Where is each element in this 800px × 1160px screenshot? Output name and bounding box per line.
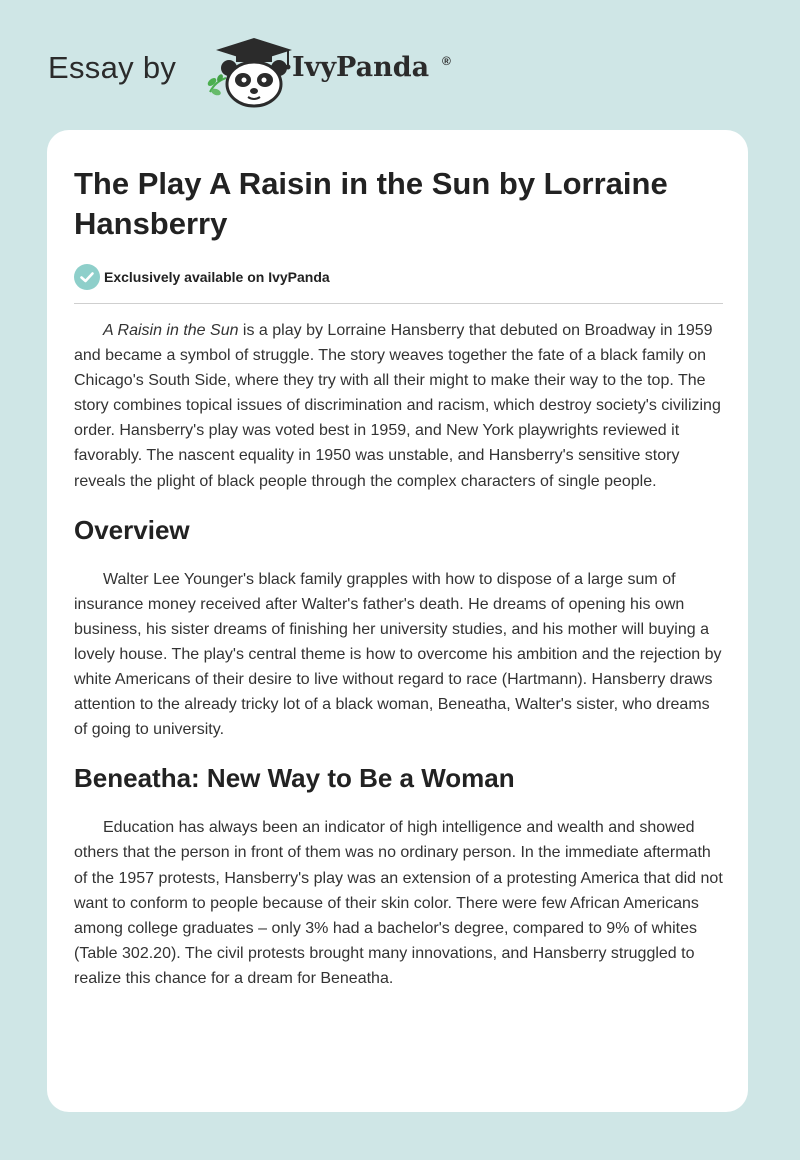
divider bbox=[74, 303, 723, 304]
essay-body bbox=[74, 318, 724, 991]
panda-graduate-icon bbox=[202, 34, 298, 110]
beneatha-paragraph: Education has always been an indicator of high intelligence and wealth and showed others that the person in front of them was no ordinary person. In the immediate aftermath of the 1957 protests, Hansberry's play was an extension of a protesting America that did not want to conform to people because of their skin color. There were few African Americans among college graduates – only 3% had a bachelor's degree, compared to 9% of whites (Table 302.20). The civil protests brought many innovations, and Hansberry struggled to realize this chance for a dream for Beneatha. bbox=[74, 819, 723, 987]
overview-paragraph: Walter Lee Younger's black family grapples with how to dispose of a large sum of insurance money received after Walter's father's death. He dreams of opening his own business, his sister dreams of finishing her university studies, and his mother will buying a lovely house. The play's central theme is how to overcome his ambition and the rejection by white Americans of their desire to live without regard to race (Hartmann). Hansberry draws attention to the already tricky lot of a black woman, Beneatha, Walter's sister, who dreams of going to university. bbox=[74, 570, 722, 739]
section-heading-overview: Overview bbox=[74, 514, 190, 545]
section-heading-beneatha: Beneatha: New Way to Be a Woman bbox=[74, 763, 515, 794]
brand-name: IvyPanda bbox=[292, 52, 430, 83]
badge-label: Exclusively available on IvyPanda bbox=[104, 269, 330, 285]
essay-card bbox=[47, 130, 748, 1112]
essay-by-label: Essay by bbox=[48, 50, 177, 85]
registered-mark: ® bbox=[442, 54, 451, 68]
check-circle-icon bbox=[74, 264, 100, 290]
play-title-italic: A Raisin in the Sun bbox=[103, 322, 239, 339]
page-title: The Play A Raisin in the Sun by Lorraine Hansberry bbox=[74, 166, 668, 241]
site-header bbox=[48, 34, 508, 110]
intro-text: is a play by Lorraine Hansberry that debuted on Broadway in 1959 and became a symbol of struggle. The story weaves together the fate of a black family on Chicago's South Side, where they try with all their might to make their way to the top. The story combines topical issues of discrimination and racism, which destroy society's civilizing order. Hansberry's play was voted best in 1959, and New York playwrights reviewed it favorably. The nascent equality in 1950 was unstable, and Hansberry's sensitive story reveals the plight of black people through the complex characters of single people. bbox=[74, 322, 721, 490]
intro-paragraph bbox=[74, 318, 724, 494]
